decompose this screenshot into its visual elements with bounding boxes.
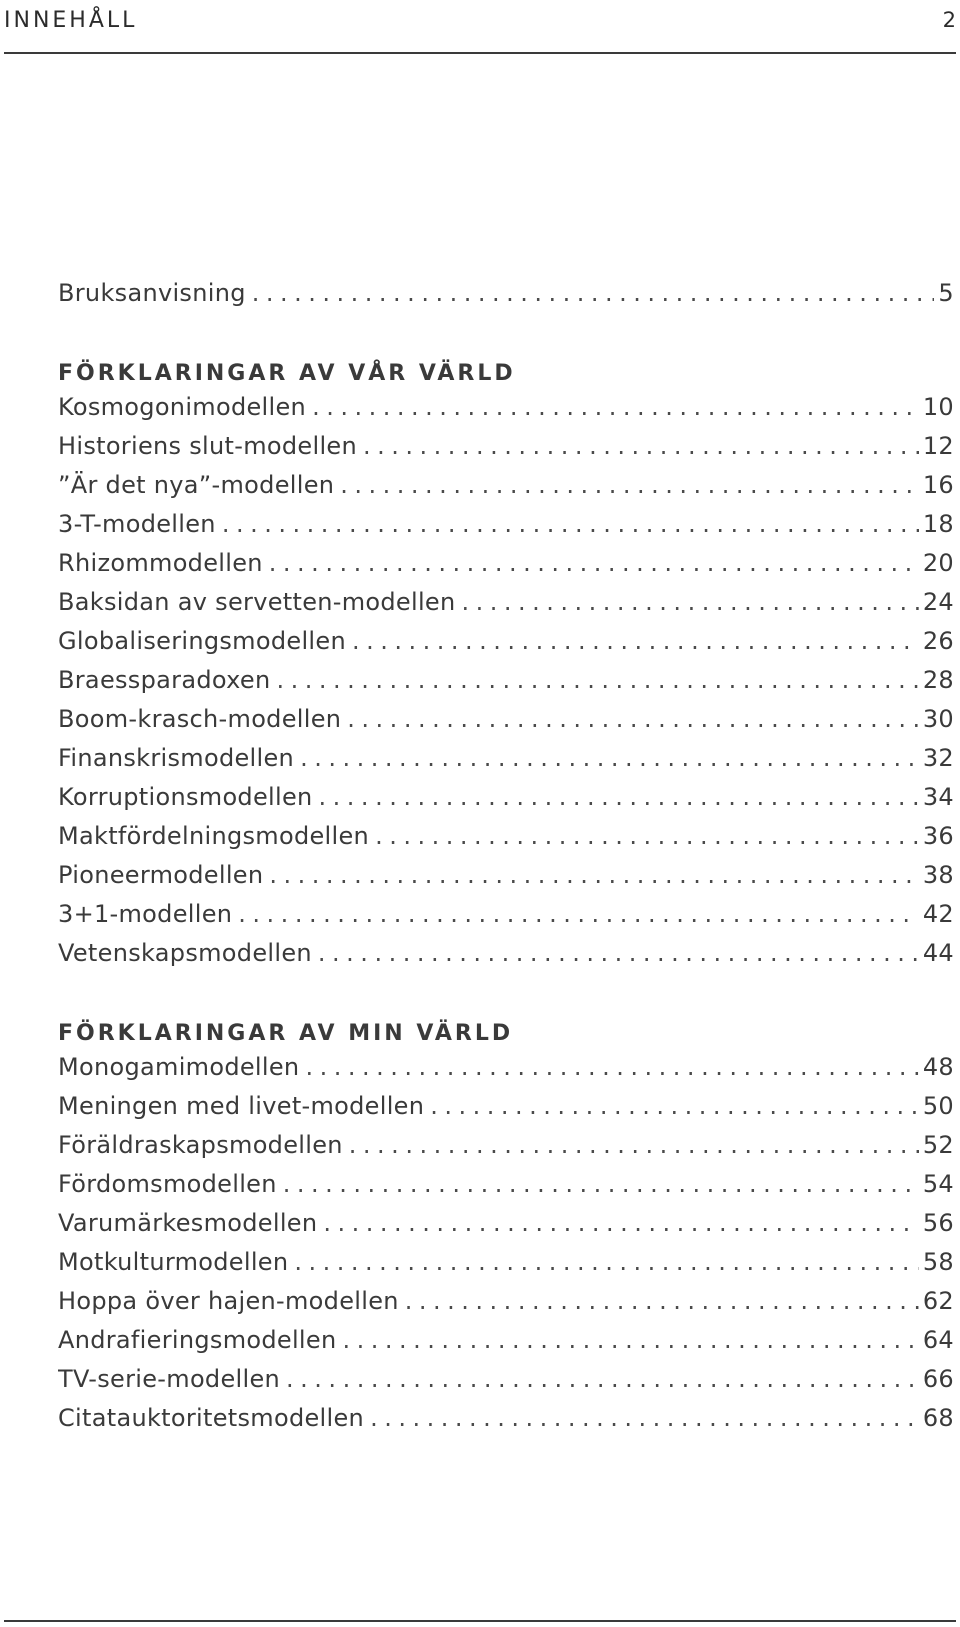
toc-entry-page: 24: [922, 588, 954, 616]
toc-entry-page: 5: [938, 279, 954, 307]
toc-entry-page: 34: [922, 783, 954, 811]
toc-entry-page: 36: [922, 822, 954, 850]
toc-entry[interactable]: [58, 666, 954, 705]
toc-entry-page: 58: [922, 1248, 954, 1276]
toc-leader-dots: [294, 1248, 918, 1276]
toc-entry-label: Andrafieringsmodellen: [58, 1326, 337, 1354]
toc-leader-dots: [300, 744, 919, 772]
toc-entry-label: Meningen med livet-modellen: [58, 1092, 425, 1120]
toc-leader-dots: [222, 510, 919, 538]
toc-entry-page: 54: [922, 1170, 954, 1198]
toc-entry-page: 44: [922, 939, 954, 967]
toc-section: [58, 354, 954, 978]
toc-entry-page: 56: [922, 1209, 954, 1237]
toc-entry-label: Historiens slut-modellen: [58, 432, 357, 460]
toc-entry-page: 16: [922, 471, 954, 499]
toc-leader-dots: [352, 627, 919, 655]
toc-leader-dots: [363, 432, 919, 460]
toc-leader-dots: [405, 1287, 919, 1315]
toc-entry[interactable]: [58, 393, 954, 432]
section-heading: FÖRKLARINGAR AV MIN VÄRLD: [58, 1021, 514, 1046]
page-title: INNEHÅLL: [4, 8, 138, 33]
toc-entry[interactable]: [58, 1404, 954, 1443]
toc-leader-dots: [283, 1170, 919, 1198]
toc-entry[interactable]: [58, 705, 954, 744]
toc-entry[interactable]: [58, 861, 954, 900]
toc-entry-label: Motkulturmodellen: [58, 1248, 289, 1276]
toc-entry-label: Vetenskapsmodellen: [58, 939, 312, 967]
toc-entry[interactable]: [58, 1131, 954, 1170]
toc-entry-label: Korruptionsmodellen: [58, 783, 313, 811]
toc-entry[interactable]: [58, 783, 954, 822]
toc-entry-page: 66: [922, 1365, 954, 1393]
toc-entry-page: 32: [922, 744, 954, 772]
toc-section: [58, 1014, 954, 1443]
toc-entry-label: Varumärkesmodellen: [58, 1209, 318, 1237]
toc-entry-page: 62: [922, 1287, 954, 1315]
toc-leader-dots: [430, 1092, 919, 1120]
toc-leader-dots: [462, 588, 919, 616]
page-number: 2: [942, 8, 956, 32]
toc-entry-page: 64: [922, 1326, 954, 1354]
toc-entry-page: 50: [922, 1092, 954, 1120]
toc-entry-page: 28: [922, 666, 954, 694]
toc-entry-page: 38: [922, 861, 954, 889]
page-header: [4, 8, 956, 38]
toc-entry-page: 10: [922, 393, 954, 421]
toc-entry-label: 3+1-modellen: [58, 900, 233, 928]
toc-entry-label: Monogamimodellen: [58, 1053, 300, 1081]
footer-divider: [4, 1620, 956, 1622]
toc-entry[interactable]: [58, 1248, 954, 1287]
toc-leader-dots: [370, 1404, 919, 1432]
toc-entry-page: 52: [922, 1131, 954, 1159]
toc-leader-dots: [238, 900, 919, 928]
toc-entry-label: Bruksanvisning: [58, 279, 246, 307]
toc-entry-label: Kosmogonimodellen: [58, 393, 307, 421]
toc-leader-dots: [252, 279, 935, 307]
toc-entry-label: 3-T-modellen: [58, 510, 216, 538]
toc-entry[interactable]: [58, 744, 954, 783]
toc-entry-page: 12: [922, 432, 954, 460]
toc-entry[interactable]: [58, 1209, 954, 1248]
toc-entry[interactable]: [58, 549, 954, 588]
toc-leader-dots: [375, 822, 919, 850]
toc-entry-page: 18: [922, 510, 954, 538]
header-divider: [4, 52, 956, 54]
toc-entry[interactable]: [58, 588, 954, 627]
toc-entry[interactable]: [58, 432, 954, 471]
toc-entry-label: Finanskrismodellen: [58, 744, 295, 772]
toc-entry-label: Braessparadoxen: [58, 666, 271, 694]
toc-entry[interactable]: [58, 1092, 954, 1131]
toc-entry-label: Baksidan av servetten-modellen: [58, 588, 456, 616]
toc-entry-label: Rhizommodellen: [58, 549, 263, 577]
toc-entry-intro[interactable]: [58, 279, 954, 318]
toc-entry-label: Citatauktoritetsmodellen: [58, 1404, 365, 1432]
toc-entry[interactable]: [58, 822, 954, 861]
toc-entry[interactable]: [58, 1053, 954, 1092]
toc-entry-label: TV-serie-modellen: [58, 1365, 281, 1393]
toc-entry-page: 26: [922, 627, 954, 655]
toc-entry-label: Globaliseringsmodellen: [58, 627, 346, 655]
toc-leader-dots: [323, 1209, 918, 1237]
toc-entry-page: 30: [922, 705, 954, 733]
toc-leader-dots: [318, 939, 919, 967]
toc-entry[interactable]: [58, 627, 954, 666]
toc-entry[interactable]: [58, 1365, 954, 1404]
toc-entry[interactable]: [58, 510, 954, 549]
toc-entry[interactable]: [58, 900, 954, 939]
toc-entry[interactable]: [58, 1287, 954, 1326]
toc-entry[interactable]: [58, 1170, 954, 1209]
toc-entry-label: Hoppa över hajen-modellen: [58, 1287, 399, 1315]
toc-leader-dots: [342, 1326, 918, 1354]
section-heading: FÖRKLARINGAR AV VÅR VÄRLD: [58, 361, 516, 386]
toc-leader-dots: [347, 705, 919, 733]
toc-leader-dots: [276, 666, 918, 694]
table-of-contents: [58, 279, 954, 1443]
toc-leader-dots: [340, 471, 919, 499]
toc-leader-dots: [319, 783, 919, 811]
toc-entry[interactable]: [58, 471, 954, 510]
toc-entry-label: Fördomsmodellen: [58, 1170, 277, 1198]
toc-entry-label: ”Är det nya”-modellen: [58, 471, 335, 499]
toc-leader-dots: [286, 1365, 919, 1393]
toc-leader-dots: [269, 549, 919, 577]
toc-entry-page: 68: [922, 1404, 954, 1432]
toc-entry-label: Maktfördelningsmodellen: [58, 822, 370, 850]
toc-entry-page: 42: [922, 900, 954, 928]
toc-entry[interactable]: [58, 939, 954, 978]
toc-entry-page: 48: [922, 1053, 954, 1081]
toc-leader-dots: [269, 861, 919, 889]
toc-leader-dots: [349, 1131, 919, 1159]
toc-entry[interactable]: [58, 1326, 954, 1365]
toc-leader-dots: [305, 1053, 918, 1081]
toc-entry-label: Boom-krasch-modellen: [58, 705, 342, 733]
toc-leader-dots: [312, 393, 919, 421]
toc-entry-label: Föräldraskapsmodellen: [58, 1131, 343, 1159]
toc-entry-page: 20: [922, 549, 954, 577]
toc-entry-label: Pioneermodellen: [58, 861, 264, 889]
